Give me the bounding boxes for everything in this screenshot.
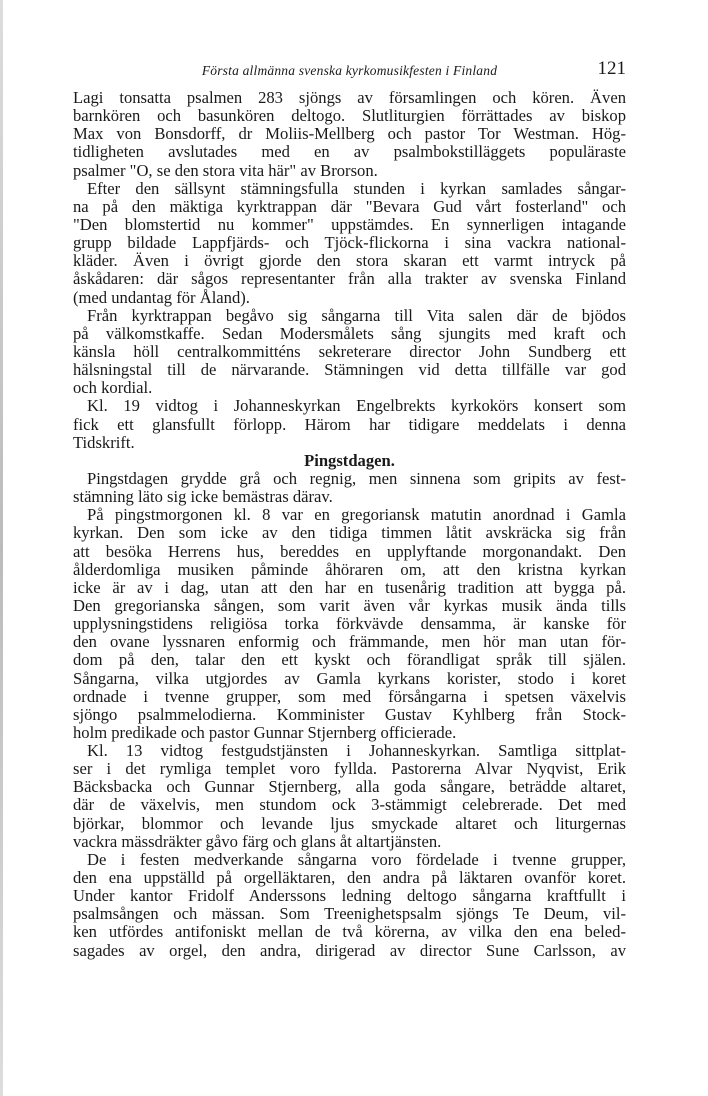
text-line: Sångarna, vilka utgjordes av Gamla kyrkans korister, stodo i koret	[73, 669, 626, 688]
paragraph	[73, 180, 626, 307]
text-line: stämning läto sig icke bemästras därav.	[73, 488, 333, 507]
page-number: 121	[597, 58, 626, 79]
text-line: Under kantor Fridolf Anderssons ledning deltogo sångarna kraftfullt i	[73, 887, 626, 906]
text-line: barnkören och basunkören deltogo. Slutliturgien förrättades av biskop	[73, 107, 626, 126]
text-line: Pingstdagen grydde grå och regnig, men sinnena som gripits av fest-	[87, 469, 626, 488]
paragraph	[73, 89, 626, 180]
paragraph	[73, 742, 626, 851]
text-line: sagades av orgel, den andra, dirigerad av director Sune Carlsson, av	[73, 941, 626, 960]
body-text	[73, 89, 626, 960]
paragraph	[73, 307, 626, 398]
text-line: Från kyrktrappan begåvo sig sångarna till Vita salen där de bjödos	[87, 306, 626, 325]
text-line: Den gregorianska sången, som varit även vår kyrkas musik ända tills	[73, 596, 626, 615]
text-line: tidligheten avslutades med en av psalmbokstilläggets populäraste	[73, 143, 626, 162]
text-line: kläder. Även i övrigt gjorde den stora skaran ett varmt intryck på	[73, 252, 626, 271]
text-line: Kl. 13 vidtog festgudstjänsten i Johanneskyrkan. Samtliga sittplat-	[87, 742, 626, 761]
running-head	[73, 58, 626, 80]
paragraph	[73, 397, 626, 451]
text-line: holm predikade och pastor Gunnar Stjernberg officierade.	[73, 723, 457, 742]
paragraph	[73, 506, 626, 742]
text-line: ken utfördes antifoniskt mellan de två körerna, av vilka den ena beled-	[73, 923, 626, 942]
text-line: att besöka Herrens hus, bereddes en upplyftande morgonandakt. Den	[73, 542, 626, 561]
text-line: "Den blomstertid nu kommer" uppstämdes. En synnerligen intagande	[73, 215, 626, 234]
text-line: upplysningstidens religiösa torka förkvävde densamma, är kanske för	[73, 615, 626, 634]
text-line: icke är av i dag, utan att den har en tusenårig tradition att bygga på.	[73, 578, 626, 597]
paragraph	[73, 851, 626, 960]
text-line: Bäcksbacka och Gunnar Stjernberg, alla goda sångare, beträdde altaret,	[73, 778, 626, 797]
page-edge	[0, 0, 3, 1096]
text-line: den ena uppställd på orgelläktaren, den andra på läktaren ovanför koret.	[73, 869, 626, 888]
text-line: den ovane lyssnaren enformig och främmande, men hör man utan för-	[73, 633, 626, 652]
text-line: På pingstmorgonen kl. 8 var en gregoriansk matutin anordnad i Gamla	[87, 506, 626, 525]
text-line: Efter den sällsynt stämningsfulla stunden i kyrkan samlades sångar-	[87, 179, 626, 198]
text-line: Max von Bonsdorff, dr Moliis-Mellberg och pastor Tor Westman. Hög-	[73, 125, 626, 144]
text-line: Tidskrift.	[73, 433, 135, 452]
text-line: De i festen medverkande sångarna voro fördelade i tvenne grupper,	[87, 850, 626, 869]
text-line: ålderdomliga musiken påminde åhöraren om, att den kristna kyrkan	[73, 560, 626, 579]
text-line: Lagi tonsatta psalmen 283 sjöngs av församlingen och kören. Även	[73, 89, 626, 107]
paragraph	[73, 470, 626, 506]
text-line: och kordial.	[73, 379, 153, 398]
running-title: Första allmänna svenska kyrkomusikfesten i Finland	[201, 63, 498, 78]
text-line: na på den mäktiga kyrktrappan där "Bevara Gud vårt fosterland" och	[73, 197, 626, 216]
text-line: känsla höll centralkommitténs sekreterare director John Sundberg ett	[73, 342, 626, 361]
text-line: Kl. 19 vidtog i Johanneskyrkan Engelbrekts kyrkokörs konsert som	[87, 397, 626, 416]
text-line: vackra mässdräkter gåvo färg och glans åt altartjänsten.	[73, 832, 442, 851]
text-line: ordnade i tvenne grupper, som med försångarna i spetsen växelvis	[73, 687, 626, 706]
text-line: där de växelvis, men stundom ock 3-stämmigt celebrerade. Det med	[73, 796, 626, 815]
text-line: psalmer "O, se den stora vita här" av Brorson.	[73, 161, 378, 180]
text-line: kyrkan. Den som icke av den tidiga timmen låtit avskräcka sig från	[73, 524, 626, 543]
text-line: dom på den, talar den ett kyskt och förandligat språk till själen.	[73, 651, 626, 670]
text-line: åskådaren: där sågos representanter från alla trakter av svenska Finland	[73, 270, 626, 289]
text-line: (med undantag för Åland).	[73, 288, 250, 307]
text-line: sjöngo psalmmelodierna. Komminister Gustav Kyhlberg från Stock-	[73, 705, 626, 724]
text-line: på välkomstkaffe. Sedan Modersmålets sång sjungits med kraft och	[73, 324, 626, 343]
text-line: grupp bildade Lappfjärds- och Tjöck-flickorna i sina vackra national-	[73, 234, 626, 253]
section-heading: Pingstdagen.	[304, 450, 395, 470]
text-line: ser i det rymliga templet voro fyllda. Pastorerna Alvar Nyqvist, Erik	[73, 760, 626, 779]
text-line: psalmsången och mässan. Som Treenighetspsalm sjöngs Te Deum, vil-	[73, 905, 626, 924]
text-line: hälsningstal till de närvarande. Stämningen vid detta tillfälle var god	[73, 361, 626, 380]
text-line: björkar, blommor och levande ljus smyckade altaret och liturgernas	[73, 814, 626, 833]
text-line: fick ett glansfullt förlopp. Härom har tidigare meddelats i denna	[73, 415, 626, 434]
